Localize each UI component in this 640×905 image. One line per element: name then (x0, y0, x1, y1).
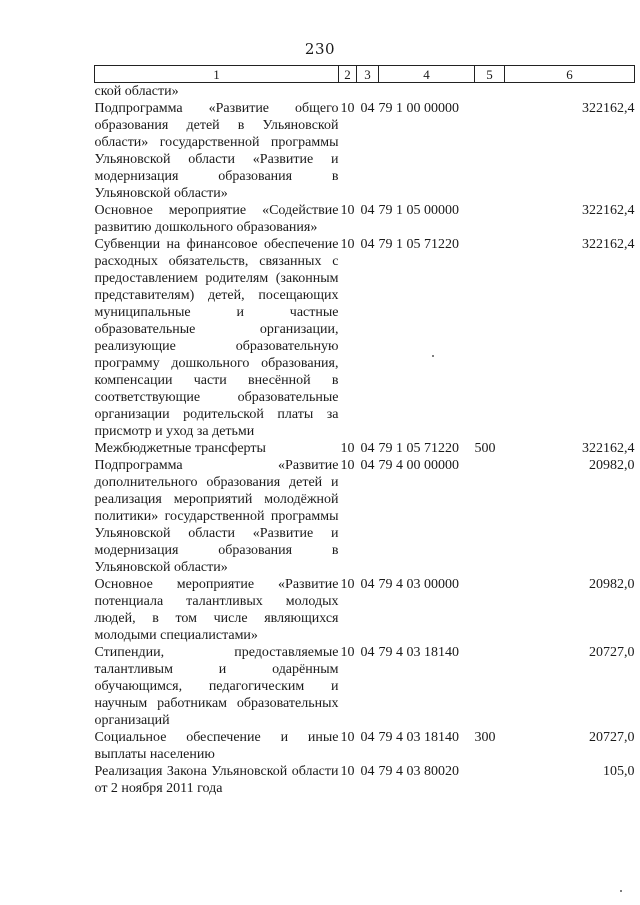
row-subsection: 04 (360, 441, 375, 456)
row-name: Субвенции на финансовое обеспечение расходных обязательств, связанных с предоставлением родителям (законным представителям) детей, посещающих муниципальные и частные образовательные организации, реализующие образовательную программу дошкольного образования, компенсации части внесённой в соответствующие образовательные организации родительской платы за присмотр и уход за детьми (94, 237, 339, 439)
row-target-article: 79 4 03 18140 (378, 730, 459, 745)
row-subsection: 04 (360, 730, 375, 745)
row-expense-type (475, 236, 505, 440)
row-section: 10 (340, 441, 355, 456)
table-row (95, 576, 635, 644)
column-header: 5 (475, 66, 505, 83)
scan-speck (620, 890, 622, 892)
row-amount: 20727,0 (589, 730, 635, 745)
row-amount: 20727,0 (589, 645, 635, 660)
row-target-article: 79 4 03 80020 (378, 764, 459, 779)
row-amount: 105,0 (603, 764, 635, 779)
table-row (95, 440, 635, 457)
budget-table (94, 65, 635, 797)
table-row (95, 644, 635, 729)
row-section: 10 (340, 458, 355, 473)
row-name: Основное мероприятие «Содействие развитию дошкольного образования» (94, 203, 339, 235)
row-subsection: 04 (360, 645, 375, 660)
row-subsection: 04 (360, 101, 375, 116)
table-header-row (95, 66, 635, 83)
row-amount: 322162,4 (582, 203, 635, 218)
row-target-article: 79 1 05 71220 (378, 237, 459, 252)
row-subsection: 04 (360, 203, 375, 218)
row-amount: 322162,4 (582, 441, 635, 456)
row-name: Подпрограмма «Развитие общего образования детей в Ульяновской области» государственной программы Ульяновской области «Развитие и модернизация образования в Ульяновской области» (94, 101, 339, 201)
row-subsection (357, 83, 379, 101)
row-section: 10 (340, 577, 355, 592)
scan-speck (432, 355, 434, 357)
row-subsection: 04 (360, 764, 375, 779)
row-name: Реализация Закона Ульяновской области от 2 ноября 2011 года (94, 764, 339, 796)
row-name: Подпрограмма «Развитие дополнительного образования детей и реализация мероприятий молодёжной политики» государственной программы Ульяновской области «Развитие и модернизация образования в Ульяновской области» (94, 458, 339, 575)
row-section: 10 (340, 645, 355, 660)
row-target-article: 79 1 00 00000 (378, 101, 459, 116)
row-target-article (379, 83, 475, 101)
row-amount: 20982,0 (589, 577, 635, 592)
row-amount: 322162,4 (582, 237, 635, 252)
row-amount: 322162,4 (582, 101, 635, 116)
row-target-article: 79 1 05 71220 (378, 441, 459, 456)
row-expense-type (475, 644, 505, 729)
row-name: Межбюджетные трансферты (94, 441, 266, 456)
table-row (95, 457, 635, 576)
row-expense-type (475, 100, 505, 202)
table-row (95, 100, 635, 202)
row-target-article: 79 4 03 18140 (378, 645, 459, 660)
row-subsection: 04 (360, 458, 375, 473)
row-target-article: 79 1 05 00000 (378, 203, 459, 218)
row-expense-type: 300 (474, 730, 496, 745)
page-number: 230 (304, 40, 336, 58)
row-section (339, 83, 357, 101)
row-subsection: 04 (360, 237, 375, 252)
row-section: 10 (340, 237, 355, 252)
row-subsection: 04 (360, 577, 375, 592)
row-name: ской области» (94, 84, 179, 99)
column-header: 4 (379, 66, 475, 83)
row-section: 10 (340, 101, 355, 116)
row-amount: 20982,0 (589, 458, 635, 473)
row-expense-type: 500 (474, 441, 496, 456)
table-row (95, 729, 635, 763)
row-target-article: 79 4 03 00000 (378, 577, 459, 592)
table-row (95, 83, 635, 101)
column-header: 6 (505, 66, 635, 83)
table-row (95, 763, 635, 797)
table-row (95, 202, 635, 236)
row-expense-type (475, 576, 505, 644)
column-header: 1 (95, 66, 339, 83)
row-name: Социальное обеспечение и иные выплаты населению (94, 730, 339, 762)
row-section: 10 (340, 764, 355, 779)
row-target-article: 79 4 00 00000 (378, 458, 459, 473)
table-row (95, 236, 635, 440)
row-section: 10 (340, 730, 355, 745)
column-header: 3 (357, 66, 379, 83)
column-header: 2 (339, 66, 357, 83)
row-expense-type (475, 763, 505, 797)
row-expense-type (475, 457, 505, 576)
row-name: Стипендии, предоставляемые талантливым и одарённым обучающимся, педагогическим и научным работникам образовательных организаций (94, 645, 339, 728)
row-expense-type (475, 83, 505, 101)
row-section: 10 (340, 203, 355, 218)
row-name: Основное мероприятие «Развитие потенциала талантливых молодых людей, в том числе являющихся молодыми специалистами» (94, 577, 339, 643)
row-expense-type (475, 202, 505, 236)
row-amount (505, 83, 635, 101)
